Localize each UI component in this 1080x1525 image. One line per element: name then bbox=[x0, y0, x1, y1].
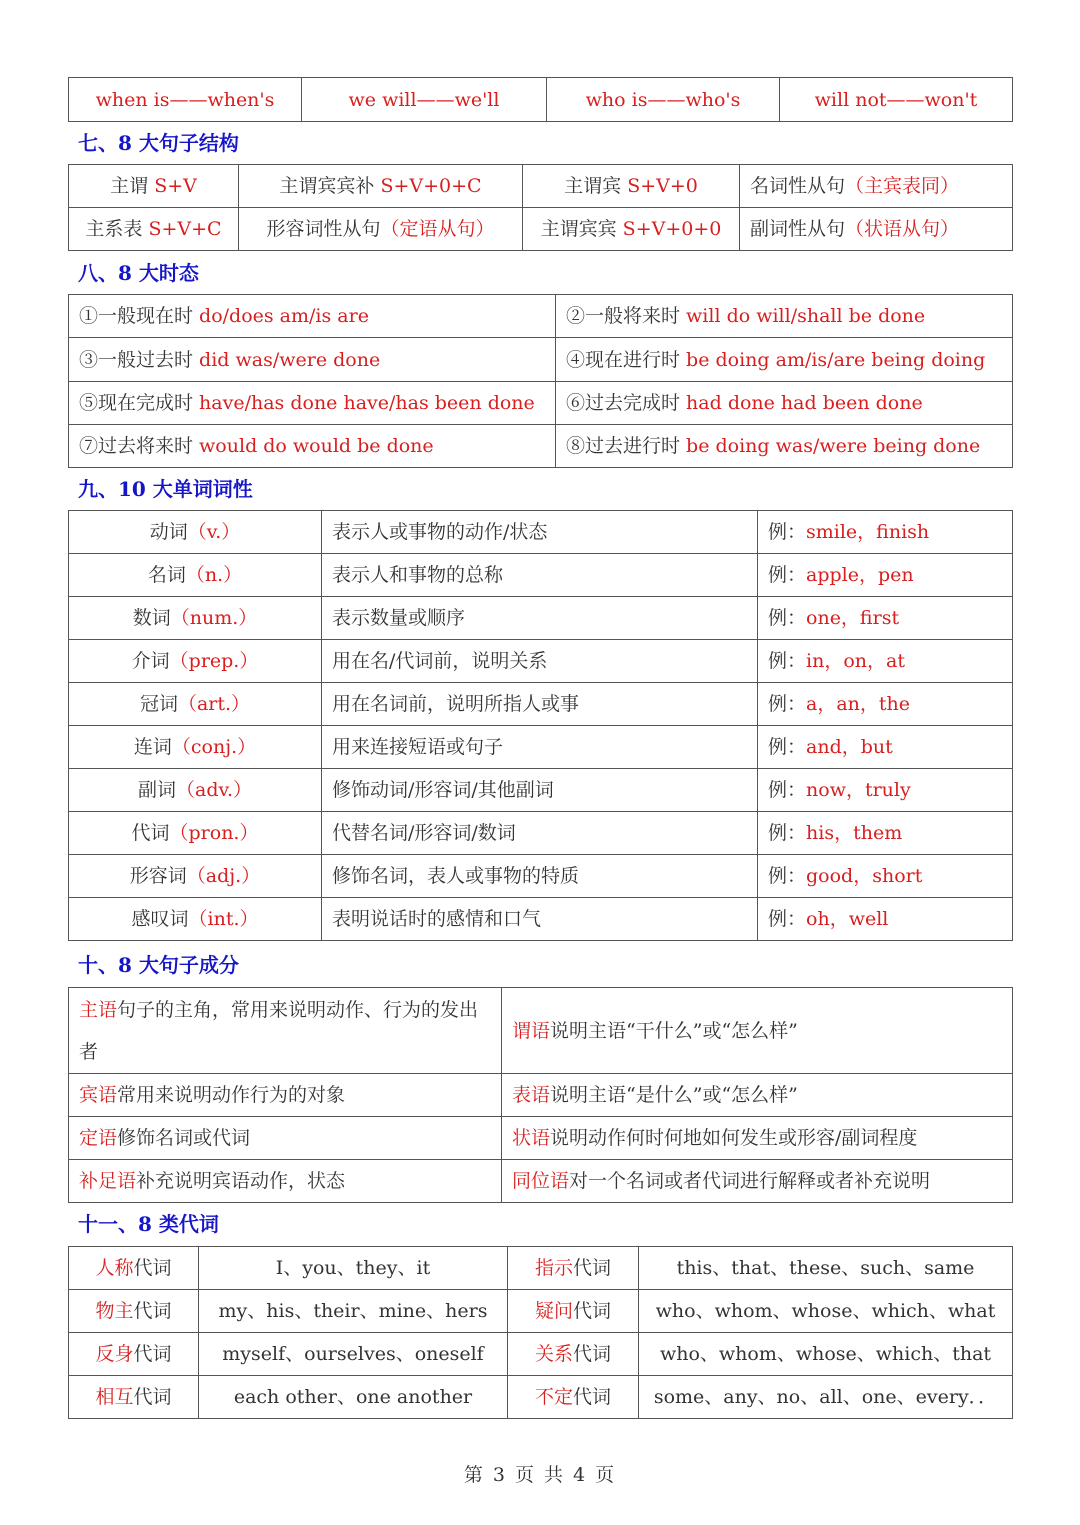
pos-name-cell: 动词（v.） bbox=[69, 511, 322, 554]
component-cell: 同位语对一个名词或者代词进行解释或者补充说明 bbox=[502, 1160, 1013, 1203]
component-cell: 定语修饰名词或代词 bbox=[69, 1117, 502, 1160]
pos-row bbox=[69, 855, 1013, 898]
pos-row bbox=[69, 640, 1013, 683]
component-cell: 状语说明动作何时何地如何发生或形容/副词程度 bbox=[502, 1117, 1013, 1160]
pronoun-type-cell: 关系代词 bbox=[508, 1333, 639, 1376]
pos-desc-cell: 用在名词前，说明所指人或事 bbox=[322, 683, 758, 726]
pronoun-row bbox=[69, 1333, 1013, 1376]
page-footer: 第 3 页 共 4 页 bbox=[463, 1464, 617, 1486]
pos-name-cell: 名词（n.） bbox=[69, 554, 322, 597]
component-cell: 补足语补充说明宾语动作，状态 bbox=[69, 1160, 502, 1203]
pos-example-cell: 例：oh，well bbox=[758, 898, 1013, 941]
pos-example-cell: 例：a，an，the bbox=[758, 683, 1013, 726]
pronoun-words-cell: myself、ourselves、oneself bbox=[199, 1333, 508, 1376]
pos-row bbox=[69, 683, 1013, 726]
pos-example-cell: 例：and，but bbox=[758, 726, 1013, 769]
pos-name-cell: 形容词（adj.） bbox=[69, 855, 322, 898]
pos-row bbox=[69, 769, 1013, 812]
contractions-table bbox=[68, 77, 1013, 122]
pronoun-words-cell: each other、one another bbox=[199, 1376, 508, 1419]
contraction-cell: when is——when's bbox=[69, 78, 302, 122]
pronoun-type-cell: 反身代词 bbox=[69, 1333, 199, 1376]
pos-row bbox=[69, 726, 1013, 769]
section-7-heading: 七、8 大句子结构 bbox=[78, 131, 239, 155]
tense-cell: ⑦过去将来时 would do would be done bbox=[69, 425, 556, 468]
tense-cell: ⑥过去完成时 had done had been done bbox=[556, 382, 1013, 425]
tense-cell: ①一般现在时 do/does am/is are bbox=[69, 295, 556, 338]
pronoun-words-cell: who、whom、whose、which、what bbox=[639, 1290, 1013, 1333]
pronoun-type-cell: 人称代词 bbox=[69, 1247, 199, 1290]
pos-row bbox=[69, 898, 1013, 941]
pos-desc-cell: 表示人和事物的总称 bbox=[322, 554, 758, 597]
section-10-heading: 十、8 大句子成分 bbox=[78, 953, 239, 977]
pos-example-cell: 例：good，short bbox=[758, 855, 1013, 898]
pos-desc-cell: 用在名/代词前，说明关系 bbox=[322, 640, 758, 683]
pos-name-cell: 感叹词（int.） bbox=[69, 898, 322, 941]
structure-cell: 主谓宾宾 S+V+0+0 bbox=[523, 208, 740, 251]
pronoun-type-cell: 相互代词 bbox=[69, 1376, 199, 1419]
pos-row bbox=[69, 511, 1013, 554]
tense-cell: ④现在进行时 be doing am/is/are being doing bbox=[556, 338, 1013, 382]
component-cell: 主语句子的主角，常用来说明动作、行为的发出者 bbox=[69, 988, 502, 1074]
pos-desc-cell: 表明说话时的感情和口气 bbox=[322, 898, 758, 941]
pronoun-words-cell: who、whom、whose、which、that bbox=[639, 1333, 1013, 1376]
pos-desc-cell: 表示数量或顺序 bbox=[322, 597, 758, 640]
pos-example-cell: 例：in，on，at bbox=[758, 640, 1013, 683]
pronoun-type-cell: 物主代词 bbox=[69, 1290, 199, 1333]
structure-cell: 主谓宾 S+V+0 bbox=[523, 165, 740, 208]
pos-desc-cell: 修饰动词/形容词/其他副词 bbox=[322, 769, 758, 812]
pronoun-type-cell: 疑问代词 bbox=[508, 1290, 639, 1333]
sentence-component-table bbox=[68, 987, 1013, 1203]
pronoun-type-cell: 指示代词 bbox=[508, 1247, 639, 1290]
section-9-heading: 九、10 大单词词性 bbox=[78, 477, 253, 501]
component-cell: 宾语常用来说明动作行为的对象 bbox=[69, 1074, 502, 1117]
structure-cell: 形容词性从句（定语从句） bbox=[239, 208, 523, 251]
pronoun-table bbox=[68, 1246, 1013, 1419]
pos-name-cell: 连词（conj.） bbox=[69, 726, 322, 769]
pronoun-words-cell: my、his、their、mine、hers bbox=[199, 1290, 508, 1333]
tense-table bbox=[68, 294, 1013, 468]
structure-cell: 主系表 S+V+C bbox=[69, 208, 239, 251]
pos-row bbox=[69, 597, 1013, 640]
pronoun-row bbox=[69, 1290, 1013, 1333]
component-cell: 谓语说明主语“干什么”或“怎么样” bbox=[502, 988, 1013, 1074]
pos-name-cell: 冠词（art.） bbox=[69, 683, 322, 726]
pos-name-cell: 代词（pron.） bbox=[69, 812, 322, 855]
pronoun-words-cell: this、that、these、such、same bbox=[639, 1247, 1013, 1290]
pos-example-cell: 例：apple，pen bbox=[758, 554, 1013, 597]
contraction-cell: will not——won't bbox=[780, 78, 1013, 122]
structure-cell: 副词性从句（状语从句） bbox=[740, 208, 1013, 251]
structure-cell: 主谓 S+V bbox=[69, 165, 239, 208]
sentence-structure-table bbox=[68, 164, 1013, 251]
part-of-speech-table bbox=[68, 510, 1013, 941]
pos-desc-cell: 表示人或事物的动作/状态 bbox=[322, 511, 758, 554]
pos-name-cell: 副词（adv.） bbox=[69, 769, 322, 812]
pronoun-row bbox=[69, 1247, 1013, 1290]
structure-cell: 名词性从句（主宾表同） bbox=[740, 165, 1013, 208]
pos-example-cell: 例：now，truly bbox=[758, 769, 1013, 812]
pronoun-row bbox=[69, 1376, 1013, 1419]
pos-desc-cell: 代替名词/形容词/数词 bbox=[322, 812, 758, 855]
pos-row bbox=[69, 812, 1013, 855]
pos-example-cell: 例：his，them bbox=[758, 812, 1013, 855]
pos-desc-cell: 修饰名词，表人或事物的特质 bbox=[322, 855, 758, 898]
contraction-cell: who is——who's bbox=[547, 78, 780, 122]
pos-example-cell: 例：smile，finish bbox=[758, 511, 1013, 554]
section-8-heading: 八、8 大时态 bbox=[78, 261, 199, 285]
section-11-heading: 十一、8 类代词 bbox=[78, 1212, 219, 1236]
component-cell: 表语说明主语“是什么”或“怎么样” bbox=[502, 1074, 1013, 1117]
tense-cell: ③一般过去时 did was/were done bbox=[69, 338, 556, 382]
pos-example-cell: 例：one，first bbox=[758, 597, 1013, 640]
pos-name-cell: 数词（num.） bbox=[69, 597, 322, 640]
tense-cell: ②一般将来时 will do will/shall be done bbox=[556, 295, 1013, 338]
tense-cell: ⑧过去进行时 be doing was/were being done bbox=[556, 425, 1013, 468]
tense-cell: ⑤现在完成时 have/has done have/has been done bbox=[69, 382, 556, 425]
contraction-cell: we will——we'll bbox=[302, 78, 547, 122]
pos-name-cell: 介词（prep.） bbox=[69, 640, 322, 683]
pronoun-type-cell: 不定代词 bbox=[508, 1376, 639, 1419]
pos-desc-cell: 用来连接短语或句子 bbox=[322, 726, 758, 769]
pronoun-words-cell: some、any、no、all、one、every．． bbox=[639, 1376, 1013, 1419]
structure-cell: 主谓宾宾补 S+V+0+C bbox=[239, 165, 523, 208]
pos-row bbox=[69, 554, 1013, 597]
pronoun-words-cell: I、you、they、it bbox=[199, 1247, 508, 1290]
